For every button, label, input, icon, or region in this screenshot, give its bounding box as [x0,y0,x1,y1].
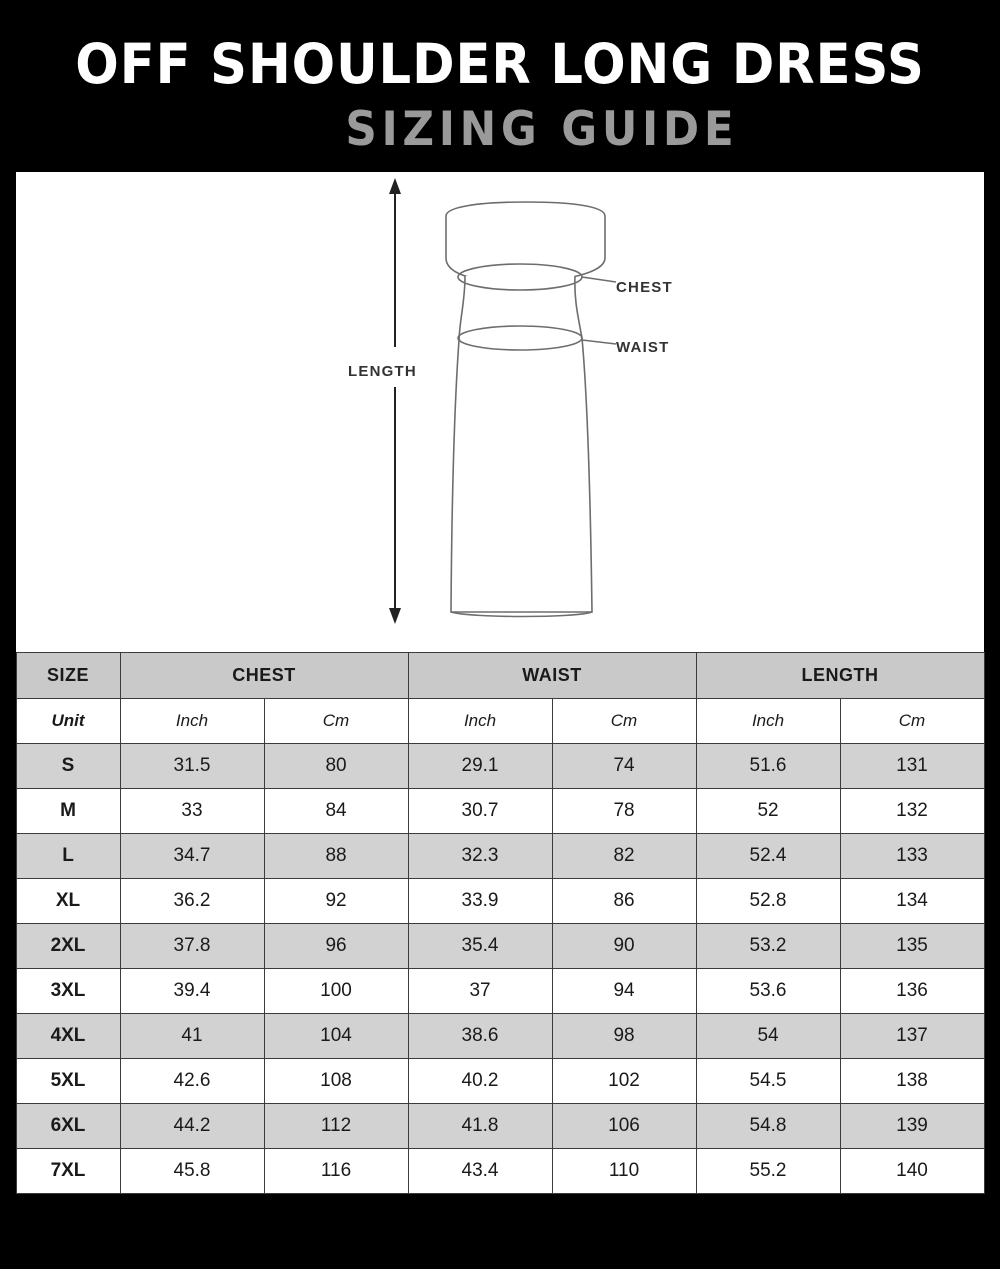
table-row [16,1014,984,1059]
row-size: L [16,834,120,879]
row-waist-inch: 29.1 [408,744,552,789]
table-row [16,879,984,924]
waist-label: WAIST [616,339,670,357]
row-chest-inch: 41 [120,1014,264,1059]
row-chest-inch: 42.6 [120,1059,264,1104]
row-length-cm: 131 [840,744,984,789]
row-chest-cm: 108 [264,1059,408,1104]
row-chest-cm: 80 [264,744,408,789]
row-chest-cm: 96 [264,924,408,969]
row-waist-cm: 90 [552,924,696,969]
row-length-cm: 138 [840,1059,984,1104]
row-chest-inch: 36.2 [120,879,264,924]
size-chart-table [16,652,985,1194]
row-length-cm: 139 [840,1104,984,1149]
row-chest-inch: 45.8 [120,1149,264,1194]
page-title: OFF SHOULDER LONG DRESS [75,32,925,96]
row-length-inch: 54.5 [696,1059,840,1104]
row-chest-inch: 31.5 [120,744,264,789]
row-size: 5XL [16,1059,120,1104]
row-chest-inch: 34.7 [120,834,264,879]
row-waist-inch: 43.4 [408,1149,552,1194]
dress-illustration-panel [16,172,984,652]
row-length-inch: 55.2 [696,1149,840,1194]
group-header-row [16,653,984,699]
page-subtitle: SIZING GUIDE [345,101,739,157]
row-waist-cm: 82 [552,834,696,879]
unit-waist-cm: Cm [552,699,696,744]
row-waist-inch: 33.9 [408,879,552,924]
row-length-inch: 53.6 [696,969,840,1014]
length-label: LENGTH [348,363,417,381]
row-waist-inch: 41.8 [408,1104,552,1149]
table-row [16,1149,984,1194]
row-size: 7XL [16,1149,120,1194]
row-length-cm: 134 [840,879,984,924]
page-header [16,0,984,172]
row-waist-inch: 40.2 [408,1059,552,1104]
row-waist-inch: 30.7 [408,789,552,834]
length-arrow-icon [389,178,401,624]
row-waist-inch: 37 [408,969,552,1014]
row-length-cm: 137 [840,1014,984,1059]
row-waist-cm: 102 [552,1059,696,1104]
row-length-inch: 54.8 [696,1104,840,1149]
unit-label: Unit [16,699,120,744]
unit-chest-cm: Cm [264,699,408,744]
row-length-cm: 140 [840,1149,984,1194]
header-size: SIZE [16,653,120,699]
row-size: 2XL [16,924,120,969]
header-waist: WAIST [408,653,696,699]
header-chest: CHEST [120,653,408,699]
unit-row [16,699,984,744]
row-size: S [16,744,120,789]
row-chest-cm: 112 [264,1104,408,1149]
row-waist-cm: 110 [552,1149,696,1194]
row-waist-inch: 32.3 [408,834,552,879]
row-size: XL [16,879,120,924]
row-chest-cm: 84 [264,789,408,834]
table-row [16,744,984,789]
row-chest-inch: 39.4 [120,969,264,1014]
header-length: LENGTH [696,653,984,699]
row-size: 6XL [16,1104,120,1149]
row-length-inch: 53.2 [696,924,840,969]
row-waist-inch: 35.4 [408,924,552,969]
row-waist-cm: 78 [552,789,696,834]
row-size: 4XL [16,1014,120,1059]
dress-diagram [16,172,984,652]
row-chest-inch: 44.2 [120,1104,264,1149]
row-chest-cm: 116 [264,1149,408,1194]
row-chest-inch: 33 [120,789,264,834]
row-chest-inch: 37.8 [120,924,264,969]
unit-length-inch: Inch [696,699,840,744]
row-waist-cm: 86 [552,879,696,924]
row-size: M [16,789,120,834]
row-length-inch: 52.8 [696,879,840,924]
table-row [16,924,984,969]
table-row [16,834,984,879]
table-head [16,653,984,699]
row-chest-cm: 100 [264,969,408,1014]
row-waist-inch: 38.6 [408,1014,552,1059]
unit-chest-inch: Inch [120,699,264,744]
row-length-cm: 133 [840,834,984,879]
row-length-cm: 132 [840,789,984,834]
row-length-inch: 52.4 [696,834,840,879]
row-waist-cm: 98 [552,1014,696,1059]
chest-label: CHEST [616,279,673,297]
row-size: 3XL [16,969,120,1014]
unit-length-cm: Cm [840,699,984,744]
table-row [16,969,984,1014]
row-length-inch: 52 [696,789,840,834]
row-chest-cm: 92 [264,879,408,924]
table-row [16,1104,984,1149]
row-length-cm: 135 [840,924,984,969]
row-chest-cm: 88 [264,834,408,879]
row-length-inch: 54 [696,1014,840,1059]
row-waist-cm: 74 [552,744,696,789]
row-length-inch: 51.6 [696,744,840,789]
row-chest-cm: 104 [264,1014,408,1059]
row-length-cm: 136 [840,969,984,1014]
table-body [16,699,984,1194]
unit-waist-inch: Inch [408,699,552,744]
row-waist-cm: 94 [552,969,696,1014]
table-row [16,789,984,834]
row-waist-cm: 106 [552,1104,696,1149]
table-row [16,1059,984,1104]
